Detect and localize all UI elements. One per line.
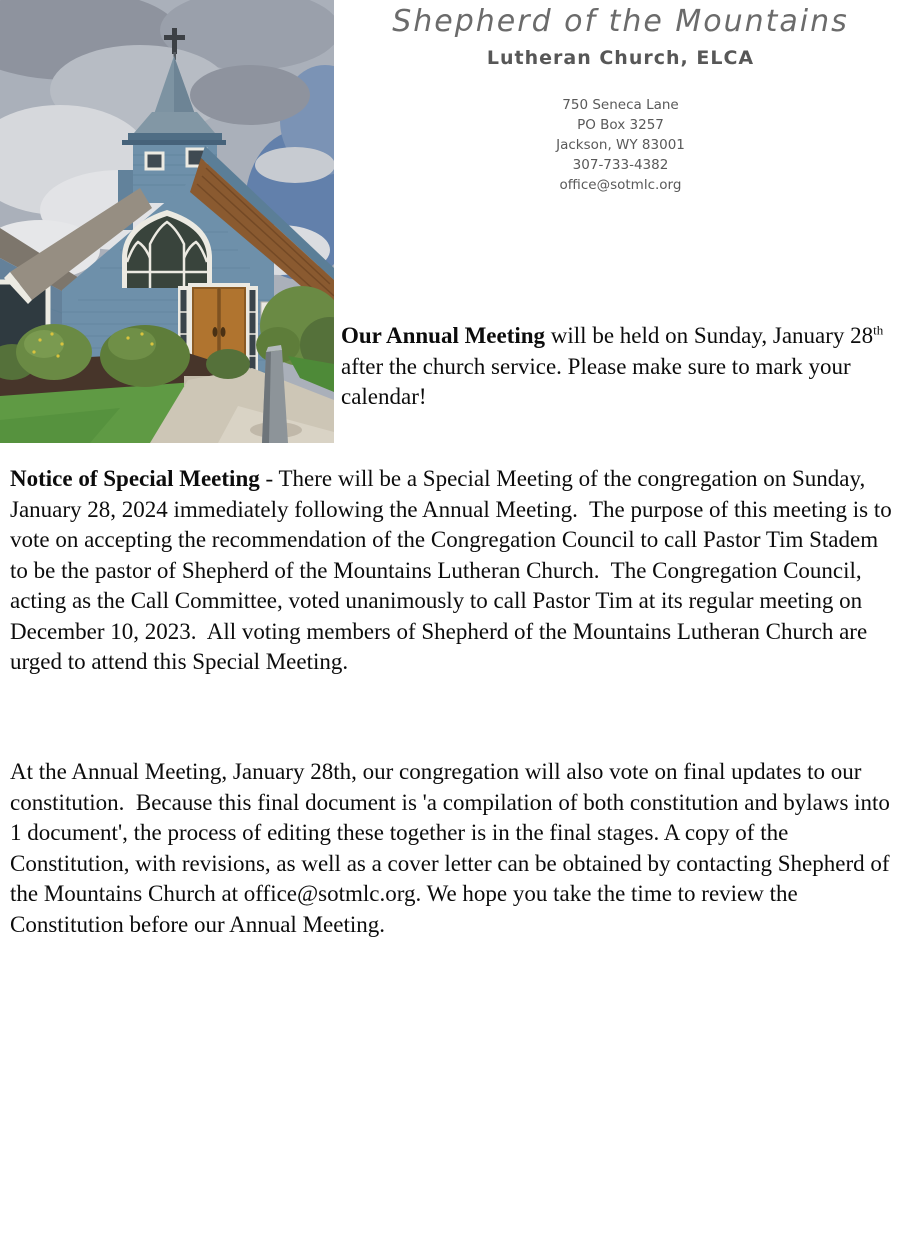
special-meeting-paragraph [10, 464, 898, 678]
denomination: Lutheran Church, ELCA [486, 47, 755, 69]
constitution-paragraph [10, 757, 903, 940]
annual-meeting-lead: Our Annual Meeting [341, 323, 546, 348]
address-line-email: office@sotmlc.org [559, 177, 682, 193]
ordinal-superscript: th [873, 322, 884, 338]
annual-meeting-text-1: will be held on Sunday, January 28 [545, 323, 874, 348]
address-block [334, 95, 907, 195]
masthead [334, 0, 907, 195]
address-line-street: 750 Seneca Lane [562, 97, 679, 113]
annual-meeting-paragraph [341, 321, 897, 413]
constitution-text: At the Annual Meeting, January 28th, our congregation will also vote on final updates to our constitution. Because this final document is 'a compilation of both constitution and bylaws into 1 document', the process of editing these together is in the final stages. A copy of the Constitution, with revisions, as well as a cover letter can be obtained by contacting Shepherd of the Mountains Church at office@sotmlc.org. We hope you take the time to review the Constitution before our Annual Meeting. [10, 759, 896, 937]
annual-meeting-text-2: after the church service. Please make sure to mark your calendar! [341, 323, 890, 409]
church-photo [0, 0, 334, 443]
address-line-pobox: PO Box 3257 [577, 117, 664, 133]
church-name: Shepherd of the Mountains [392, 4, 849, 39]
address-line-phone: 307-733-4382 [572, 157, 669, 173]
special-meeting-text: - There will be a Special Meeting of the congregation on Sunday, January 28, 2024 immediately following the Annual Meeting. The purpose of this meeting is to vote on accepting the recommendation of the Congregation Council to call Pastor Tim Stadem to be the pastor of Shepherd of the Mountains Lutheran Church. The Congregation Council, acting as the Call Committee, voted unanimously to call Pastor Tim at its regular meeting on December 10, 2023. All voting members of Shepherd of the Mountains Lutheran Church are urged to attend this Special Meeting. [10, 466, 898, 674]
special-meeting-lead: Notice of Special Meeting [10, 466, 260, 491]
address-line-city: Jackson, WY 83001 [556, 137, 685, 153]
church-photo-illustration [0, 0, 334, 443]
